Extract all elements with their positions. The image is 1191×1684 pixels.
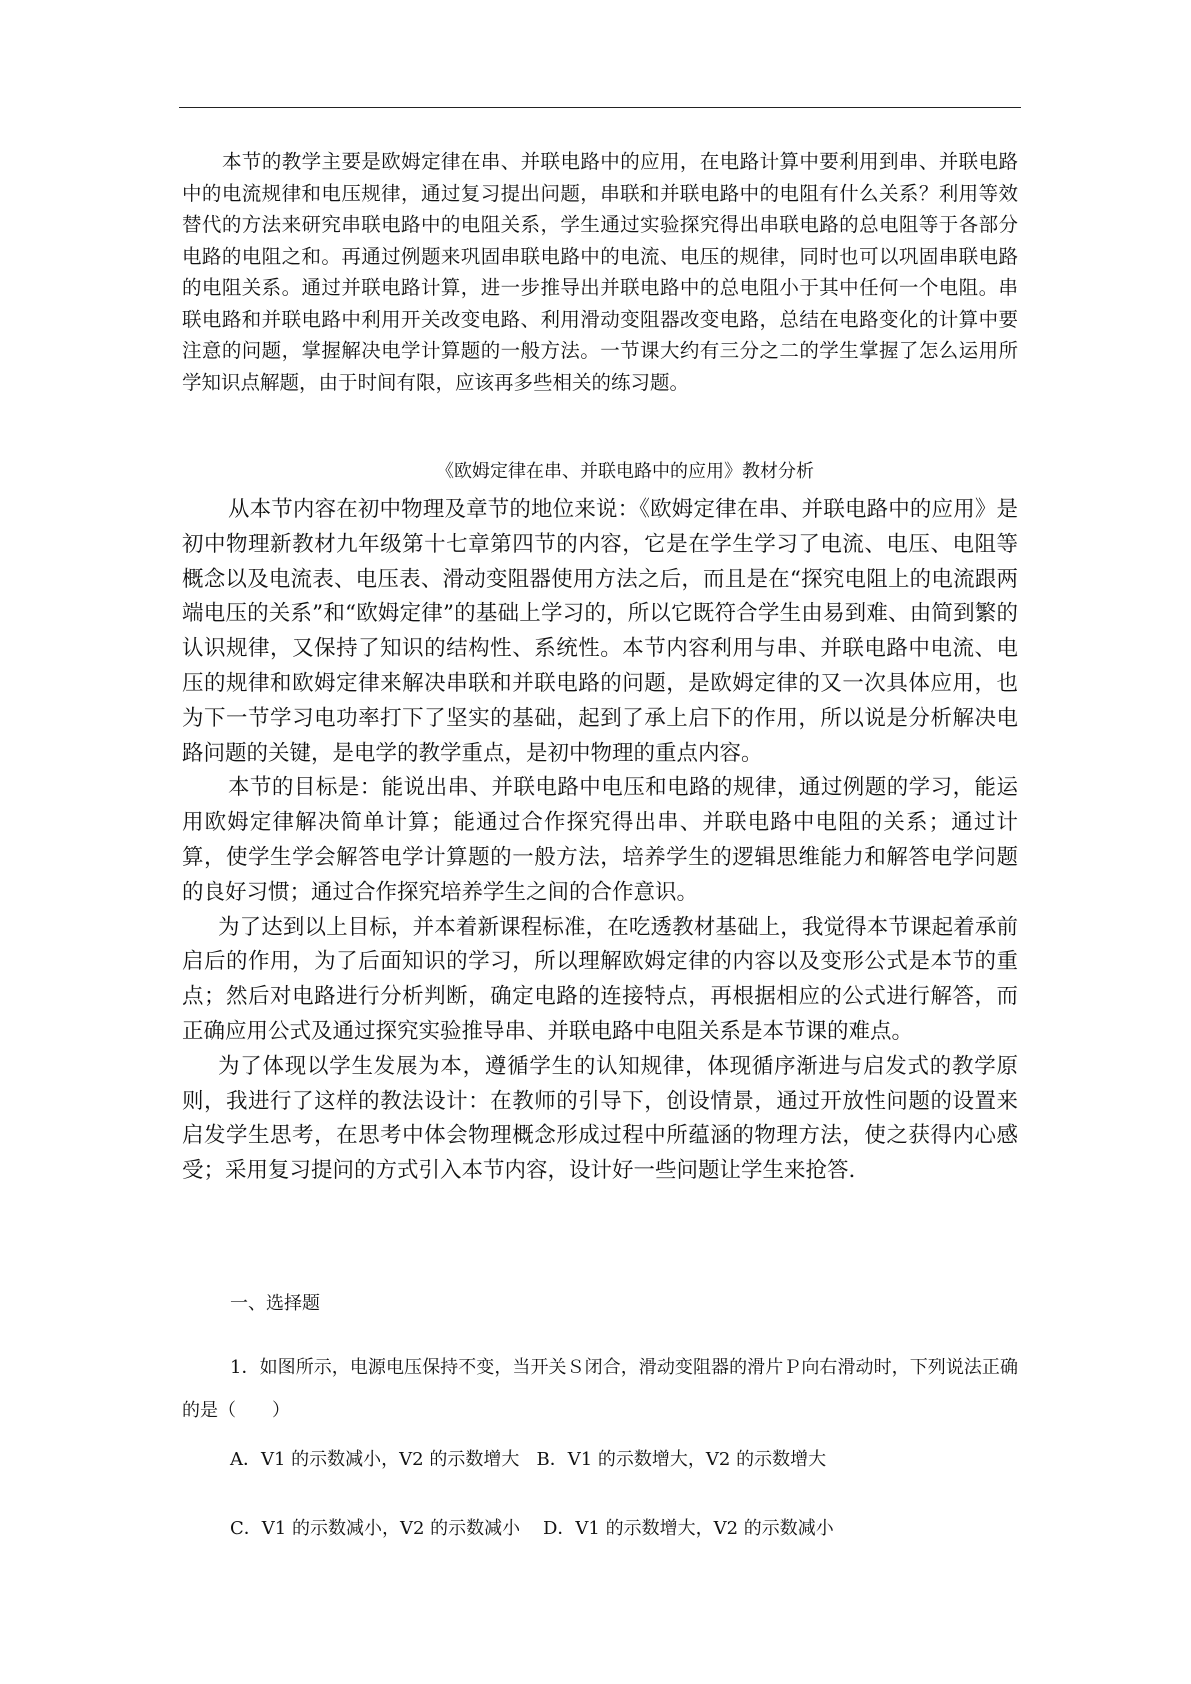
analysis-body [182, 493, 1018, 1189]
exercise-heading: 一、选择题 [230, 1293, 320, 1314]
header-rule [179, 107, 1021, 108]
analysis-paragraph-3: 为了达到以上目标，并本着新课程标准，在吃透教材基础上，我觉得本节课起着承前启后的作用，为了后面知识的学习，所以理解欧姆定律的内容以及变形公式是本节的重点；然后对电路进行分析判断，确定电路的连接特点，再根据相应的公式进行解答，而正确应用公式及通过探究实验推导串、并联电路中电阻关系是本节课的难点。 [182, 914, 1018, 1044]
question-1-options-cd: C．V1 的示数减小，V2 的示数减小 D．V1 的示数增大，V2 的示数减小 [230, 1518, 834, 1539]
analysis-paragraph-4: 为了体现以学生发展为本，遵循学生的认知规律，体现循序渐进与启发式的教学原则，我进行了这样的教法设计：在教师的引导下，创设情景，通过开放性问题的设置来启发学生思考，在思考中体会物理概念形成过程中所蕴涵的物理方法，使之获得内心感受；采用复习提问的方式引入本节内容，设计好一些问题让学生来抢答. [182, 1053, 1018, 1184]
analysis-paragraph-1: 从本节内容在初中物理及章节的地位来说：《欧姆定律在串、并联电路中的应用》是初中物理新教材九年级第十七章第四节的内容，它是在学生学习了电流、电压、电阻等概念以及电流表、电压表、滑动变阻器使用方法之后，而且是在“探究电阻上的电流跟两端电压的关系”和“欧姆定律”的基础上学习的，所以它既符合学生由易到难、由简到繁的认识规律，又保持了知识的结构性、系统性。本节内容利用与串、并联电路中电流、电压的规律和欧姆定律来解决串联和并联电路的问题，是欧姆定律的又一次具体应用，也为下一节学习电功率打下了坚实的基础，起到了承上启下的作用，所以说是分析解决电路问题的关键，是电学的教学重点，是初中物理的重点内容。 [182, 497, 1018, 766]
analysis-paragraph-2: 本节的目标是：能说出串、并联电路中电压和电路的规律，通过例题的学习，能运用欧姆定律解决简单计算；能通过合作探究得出串、并联电路中电阻的关系；通过计算，使学生学会解答电学计算题的一般方法，培养学生的逻辑思维能力和解答电学问题的良好习惯；通过合作探究培养学生之间的合作意识。 [182, 775, 1018, 905]
question-1-options-ab: A．V1 的示数减小，V2 的示数增大 B．V1 的示数增大，V2 的示数增大 [230, 1449, 827, 1470]
section-title: 《欧姆定律在串、并联电路中的应用》教材分析 [436, 461, 814, 482]
intro-paragraph: 本节的教学主要是欧姆定律在串、并联电路中的应用，在电路计算中要利用到串、并联电路中的电流规律和电压规律，通过复习提出问题，串联和并联电路中的电阻有什么关系？利用等效替代的方法来研究串联电路中的电阻关系，学生通过实验探究得出串联电路的总电阻等于各部分电路的电阻之和。再通过例题来巩固串联电路中的电流、电压的规律，同时也可以巩固串联电路的电阻关系。通过并联电路计算，进一步推导出并联电路中的总电阻小于其中任何一个电阻。串联电路和并联电路中利用开关改变电路、利用滑动变阻器改变电路，总结在电路变化的计算中要注意的问题，掌握解决电学计算题的一般方法。一节课大约有三分之二的学生掌握了怎么运用所学知识点解题，由于时间有限，应该再多些相关的练习题。 [182, 150, 1018, 394]
question-1: 1．如图所示，电源电压保持不变，当开关Ｓ闭合，滑动变阻器的滑片Ｐ向右滑动时，下列说法正确的是（ ） [182, 1357, 1018, 1421]
